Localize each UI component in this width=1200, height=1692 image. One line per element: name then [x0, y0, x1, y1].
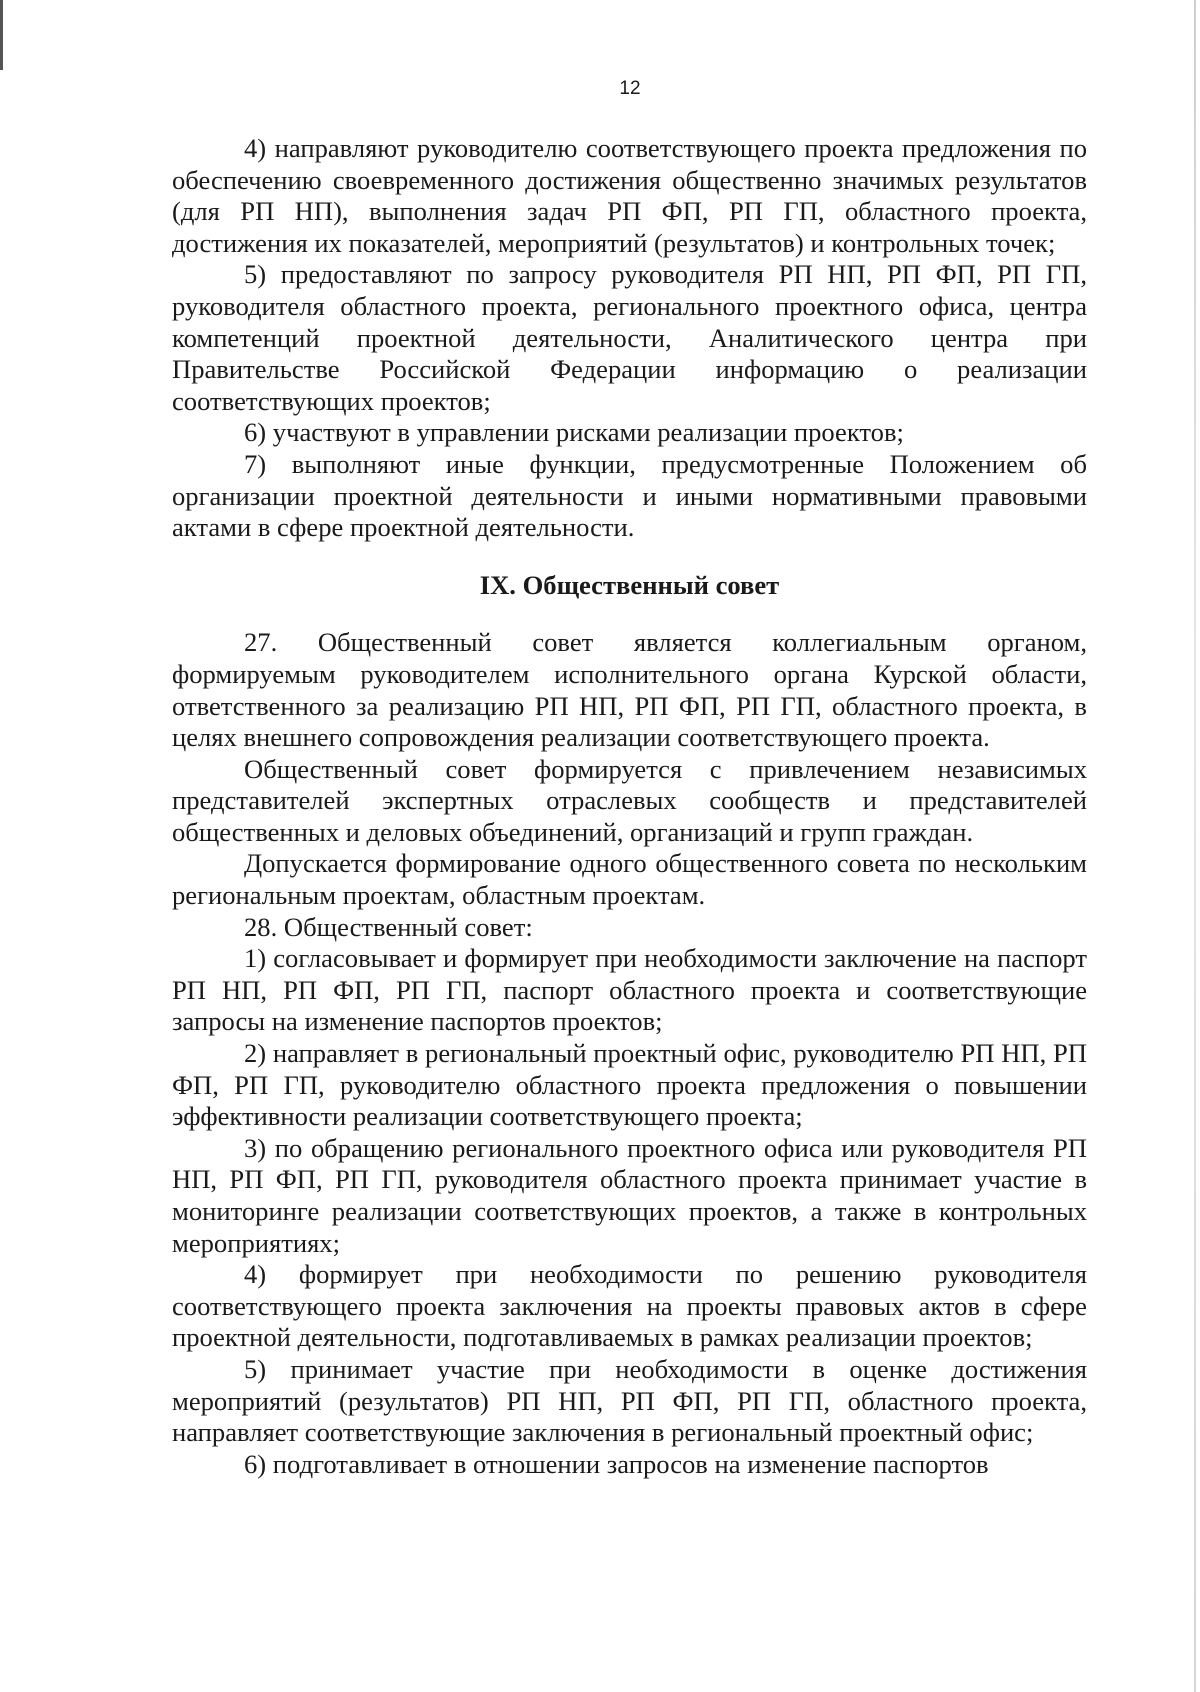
paragraph-function-5-assessment: 5) принимает участие при необходимости в оценке достижения мероприятий (результатов) РП НП, РП ФП, РП ГП, областного проекта, направляет соответствующие заключения в региональный проектный офис;: [172, 1353, 1087, 1448]
document-body: [172, 133, 1087, 1480]
paragraph-function-2-send-proposals: 2) направляет в региональный проектный офис, руководителю РП НП, РП ФП, РП ГП, руководителю областного проекта предложения о повышении эффективности реализации соответствующего проекта;: [172, 1038, 1087, 1132]
paragraph-item-6-risk-management: 6) участвуют в управлении рисками реализации проектов;: [244, 417, 904, 448]
paragraph-item-4-send-proposals: 4) направляют руководителю соответствующего проекта предложения по обеспечению своевременного достижения общественно значимых результатов (для РП НП), выполнения задач РП ФП, РП ГП, областного проекта, достижения их показателей, мероприятий (результатов) и контрольных точек;: [172, 133, 1087, 258]
scan-edge-right: [1194, 0, 1196, 1692]
paragraph-function-4-legal-acts: 4) формирует при необходимости по решению руководителя соответствующего проекта заключения на проекты правовых актов в сфере проектной деятельности, подготавливаемых в рамках реализации проектов;: [172, 1259, 1087, 1353]
paragraph-28-council-functions: 28. Общественный совет:: [244, 911, 533, 942]
paragraph-function-6-prepare: 6) подготавливает в отношении запросов на изменение паспортов: [244, 1448, 989, 1479]
paragraph-27-council-definition: 27. Общественный совет является коллегиальным органом, формируемым руководителем исполнительного органа Курской области, ответственного за реализацию РП НП, РП ФП, РП ГП, областного проекта, в целях внешнего сопровождения реализации соответствующего проекта.: [172, 627, 1087, 753]
section-heading: IX. Общественный совет: [479, 569, 780, 600]
paragraph-function-3-monitoring: 3) по обращению регионального проектного офиса или руководителя РП НП, РП ФП, РП ГП, руководителя областного проекта принимает участие в мониторинге реализации соответствующих проектов, а также в контрольных мероприятиях;: [172, 1132, 1087, 1258]
paragraph-council-formation: Общественный совет формируется с привлечением независимых представителей экспертных отраслевых сообществ и представителей общественных и деловых объединений, организаций и групп граждан.: [172, 753, 1087, 847]
scan-edge-left: [0, 0, 3, 70]
paragraph-single-council: Допускается формирование одного общественного совета по нескольким региональным проектам, областным проектам.: [172, 848, 1087, 911]
paragraph-function-1-approve-passport: 1) согласовывает и формирует при необходимости заключение на паспорт РП НП, РП ФП, РП ГП, паспорт областного проекта и соответствующие запросы на изменение паспортов проектов;: [172, 943, 1087, 1037]
page-number: 12: [619, 78, 641, 99]
paragraph-item-7-other-functions: 7) выполняют иные функции, предусмотренные Положением об организации проектной деятельности и иными нормативными правовыми актами в сфере проектной деятельности.: [172, 448, 1087, 543]
paragraph-item-5-provide-info: 5) предоставляют по запросу руководителя РП НП, РП ФП, РП ГП, руководителя областного проекта, регионального проектного офиса, центра компетенций проектной деятельности, Аналитического центра при Правительстве Российской Федерации информацию о реализации соответствующих проектов;: [172, 259, 1087, 416]
